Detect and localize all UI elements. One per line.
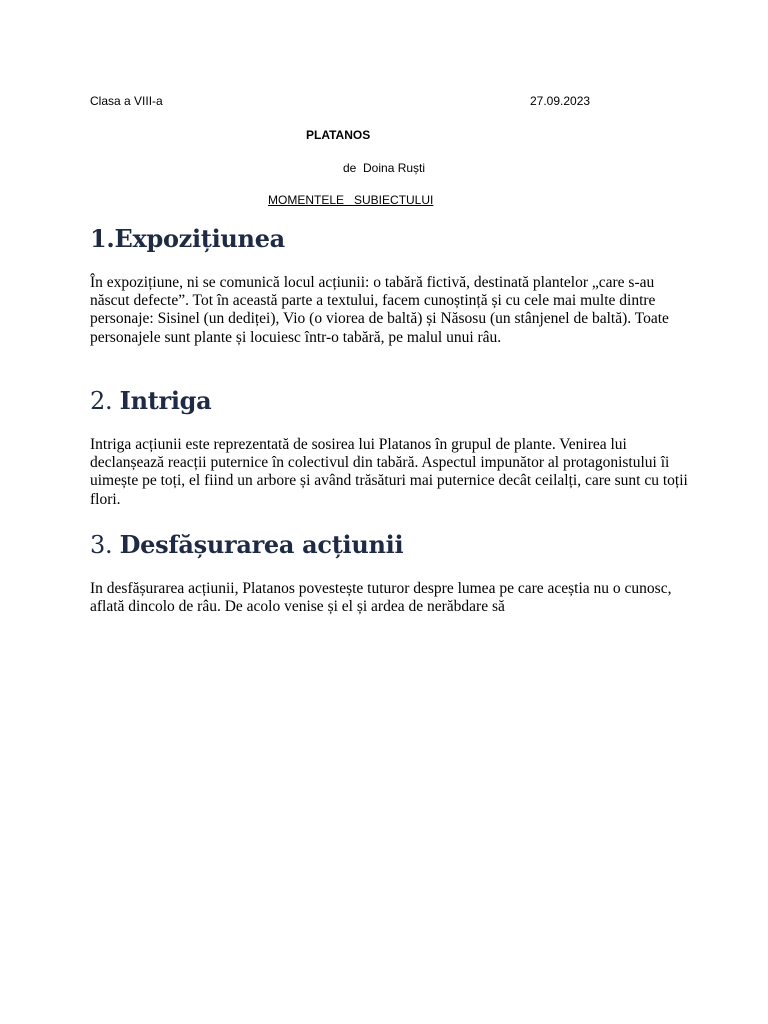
document-date: 27.09.2023: [530, 94, 591, 108]
section-paragraph: În expozițiune, ni se comunică locul acțiunii: o tabără fictivă, destinată plantelor „care s-au născut defecte”. Tot în această parte a textului, facem cunoștință și cu cele mai multe dintre personaje: Sisinel (un dediței), Vio (o viorea de baltă) și Năsosu (un stânjenel de baltă). Toate personajele sunt plante și locuiesc într-o tabără, pe malul unui râu.: [90, 274, 669, 346]
section-paragraph: In desfășurarea acțiunii, Platanos povestește tuturor despre lumea pe care aceștia nu o cunosc, aflată dincolo de râu. De acolo venise și el și ardea de nerăbdare să: [90, 580, 672, 616]
header-meta-row: [90, 94, 590, 112]
section-heading: [90, 386, 690, 416]
section-intriga: [90, 386, 690, 509]
section-desfasurarea-actiunii: [90, 530, 690, 616]
document-subtitle: MOMENTELE SUBIECTULUI: [268, 193, 434, 207]
section-number: 1.: [90, 224, 115, 253]
section-title: Intriga: [119, 386, 212, 415]
section-expozitiunea: [90, 224, 690, 347]
class-label: Clasa a VIII-a: [90, 94, 163, 108]
section-title: Desfășurarea acțiunii: [119, 530, 404, 559]
section-paragraph: Intriga acțiunii este reprezentată de sosirea lui Platanos în grupul de plante. Venirea lui declanșează reacții puternice în colectivul din tabără. Aspectul impunător al protagonistului îi uimește pe toți, el fiind un arbore și având trăsături mai puternice decât ceilalți, care sunt cu toții flori.: [90, 436, 688, 508]
section-number: 2.: [90, 387, 120, 415]
section-title: Expozițiunea: [114, 224, 285, 253]
section-heading: [90, 530, 690, 560]
section-number: 3.: [90, 531, 120, 559]
document-title: PLATANOS: [306, 128, 371, 142]
section-heading: [90, 224, 690, 254]
document-author: de Doina Ruști: [343, 161, 426, 175]
